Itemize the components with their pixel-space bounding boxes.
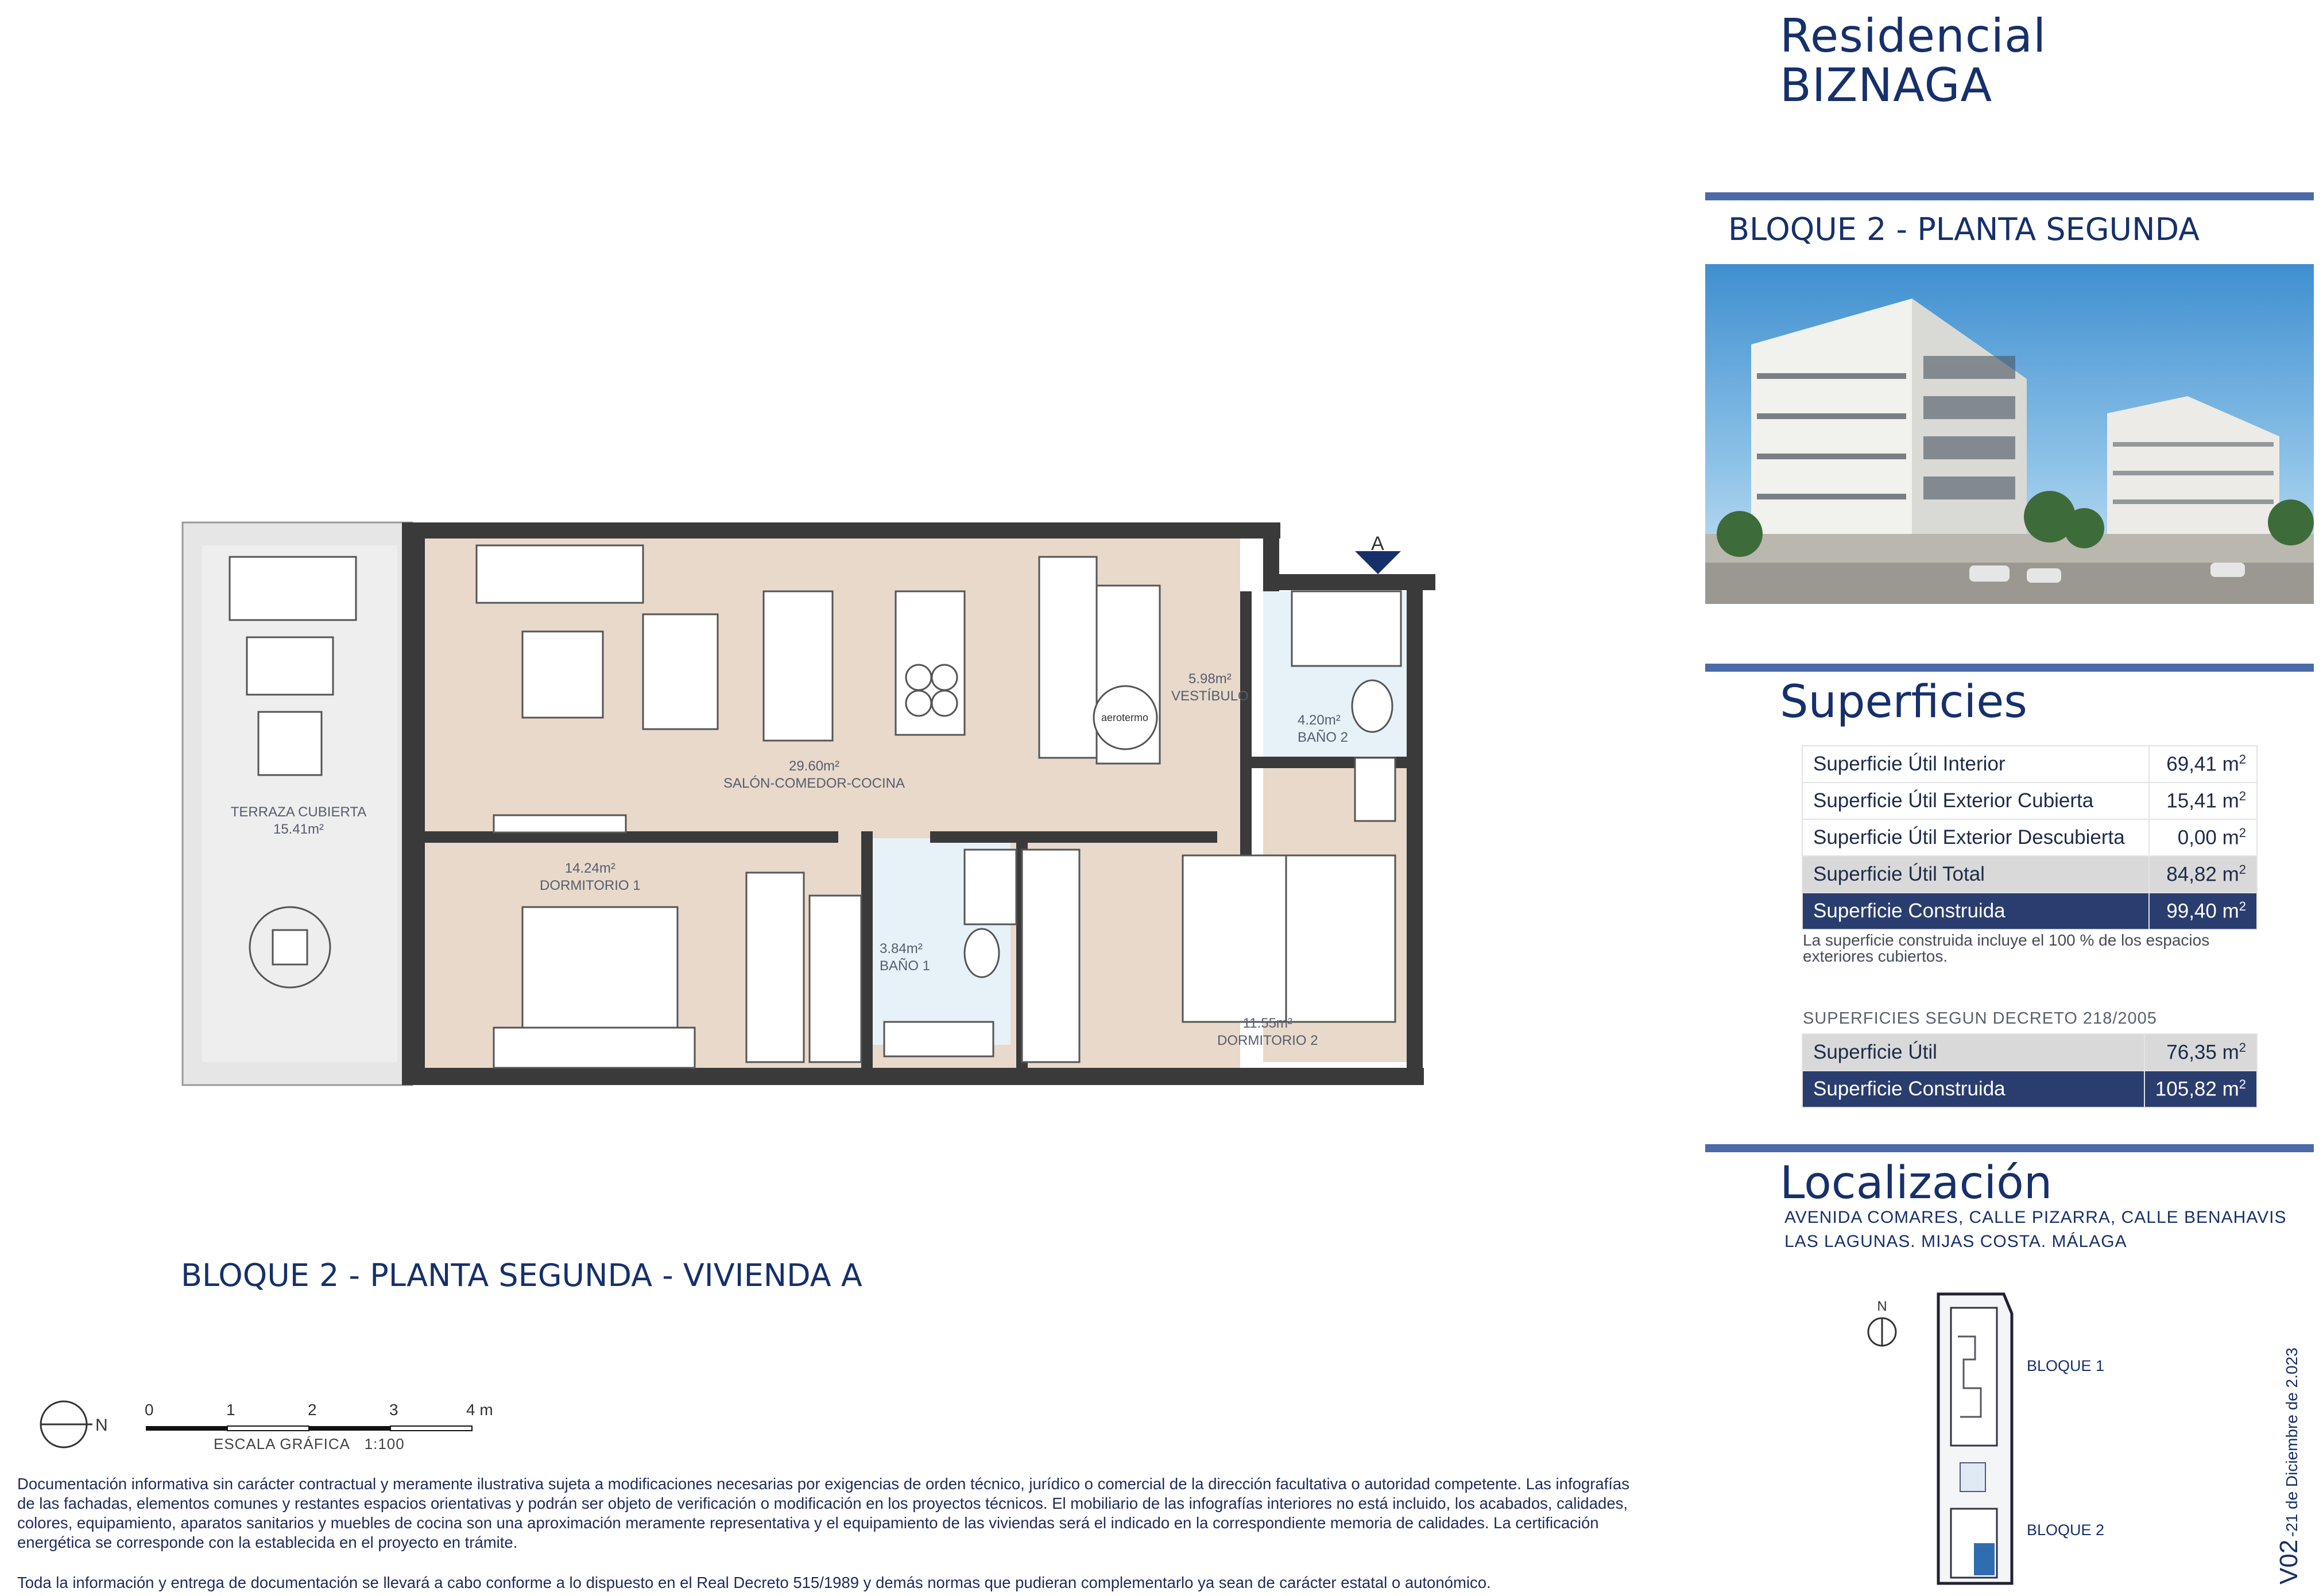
room-area: 15.41m² [273,822,324,837]
room-area: 4.20m² [1298,712,1341,728]
decree-table [1802,1033,2258,1108]
site-north-arrow [1865,1299,1899,1356]
compass-icon [38,1399,95,1450]
row-value: 15,41 $m^2$ [2149,782,2257,819]
room-vestibulo [1171,671,1249,705]
block-heading: BLOQUE 2 - PLANTA SEGUNDA [1728,211,2200,247]
legal-paragraph-1: Documentación informativa sin carácter contractual y meramente ilustrativa sujeta a modificaciones necesarias por exigencias de orden técnico, jurídico o comercial de la dirección facultativa o autoridad competente. Las infografías de las fachadas, elementos comunes y restantes espacios orientativas y podrán ser objeto de verificación o modificación en los proyectos técnicos. El mobiliario de las infografías interiores no está incluido, los acabados, calidades, colores, equipamiento, aparatos sanitarios y muebles de cocina son una aproximación meramente representativa y el equipamiento de las viviendas será el indicado en la correspondiente memoria de calidades. La certificación energética se corresponde con la establecida en el proyecto en trámite. [17,1475,1629,1551]
floor-plan [172,517,1435,1091]
row-label: Superficie Construida [1802,893,2149,929]
row-label: Superficie Útil Exterior Descubierta [1802,819,2149,856]
table-row-built [1802,893,2257,929]
version-date: -21 de Diciembre de 2.023 [2283,1347,2301,1537]
scale-north-arrow [38,1399,118,1450]
room-name: DORMITORIO 1 [540,878,641,893]
site-plan [1935,1291,2015,1589]
surfaces-title: Superficies [1780,676,2027,728]
room-salon [723,758,905,792]
version-stamp [2275,1347,2303,1585]
row-label: Superficie Útil Exterior Cubierta [1802,782,2149,819]
compass-icon [1865,1315,1899,1349]
row-value: 105,82 $m^2$ [2144,1071,2257,1107]
table-row [1802,782,2257,819]
location-title: Localización [1780,1157,2053,1209]
room-dormitorio-1 [540,860,641,894]
room-name: BAÑO 2 [1298,730,1349,745]
room-name: TERRAZA CUBIERTA [230,804,367,820]
divider-bar [1705,1144,2314,1152]
room-area: 3.84m² [880,941,923,956]
plan-title: BLOQUE 2 - PLANTA SEGUNDA - VIVIENDA A [181,1257,862,1293]
scale-tick-4: 4 m [466,1401,493,1419]
scale-tick-3: 3 [389,1401,398,1419]
surfaces-table [1802,745,2258,930]
table-row-built [1802,1071,2257,1107]
room-area: 29.60m² [788,758,840,774]
scale-caption [214,1435,405,1453]
scale-label: ESCALA GRÁFICA [214,1435,350,1452]
location-line-2: LAS LAGUNAS. MIJAS COSTA. MÁLAGA [1784,1232,2127,1251]
room-name: BAÑO 1 [880,958,931,974]
row-label: Superficie Útil Total [1802,856,2149,893]
room-area: 11.55m² [1242,1016,1292,1031]
section-mark: A [1371,533,1384,555]
divider-bar [1705,192,2314,200]
table-row [1802,819,2257,856]
row-label: Superficie Útil [1802,1034,2144,1071]
building-render-image [1705,264,2314,604]
room-dormitorio-2 [1217,1015,1318,1049]
site-north-label: N [1877,1299,1887,1314]
row-value: 99,40 $m^2$ [2149,893,2257,929]
surfaces-note: La superficie construida incluye el 100 % de los espacios exteriores cubiertos. [1803,931,2210,965]
legal-paragraph-2: Toda la información y entrega de documentación se llevará a cabo conforme a lo dispuesto en el Real Decreto 515/1989 y demás normas que pudieran complementarlo ya sean de carácter estatal o autonómico. [17,1574,1491,1591]
room-name: SALÓN-COMEDOR-COCINA [723,776,905,791]
brand-line-2: BIZNAGA [1780,59,1993,112]
scale-ratio: 1:100 [364,1435,405,1452]
aerotermo-label: aerotermo [1101,712,1149,723]
room-area: 5.98m² [1188,671,1232,687]
room-name: DORMITORIO 2 [1217,1033,1318,1048]
decree-title: SUPERFICIES SEGUN DECRETO 218/2005 [1803,1009,2157,1028]
room-bano-2 [1298,712,1348,746]
row-value: 0,00 $m^2$ [2149,819,2257,856]
scale-tick-0: 0 [145,1401,154,1419]
row-label: Superficie Útil Interior [1802,746,2149,782]
row-label: Superficie Construida [1802,1071,2144,1107]
room-terraza [201,804,396,838]
location-line-1: AVENIDA COMARES, CALLE PIZARRA, CALLE BENAHAVIS [1784,1208,2287,1227]
brand-line-1: Residencial [1780,9,2047,63]
room-bano-1 [880,940,930,975]
room-name: VESTÍBULO [1171,688,1249,704]
version-code: V02 [2275,1539,2303,1585]
table-row-total [1802,856,2257,893]
table-row [1802,1034,2257,1071]
row-value: 76,35 $m^2$ [2144,1034,2257,1071]
scale-tick-2: 2 [308,1401,317,1419]
site-block-1-label: BLOQUE 1 [2027,1357,2105,1374]
scale-north-label: N [95,1416,108,1435]
row-value: 84,82 $m^2$ [2149,856,2257,893]
divider-bar [1705,664,2314,672]
row-value: 69,41 $m^2$ [2149,746,2257,782]
scale-tick-1: 1 [226,1401,235,1419]
room-area: 14.24m² [564,861,615,876]
site-block-2-label: BLOQUE 2 [2027,1521,2105,1539]
table-row [1802,746,2257,782]
